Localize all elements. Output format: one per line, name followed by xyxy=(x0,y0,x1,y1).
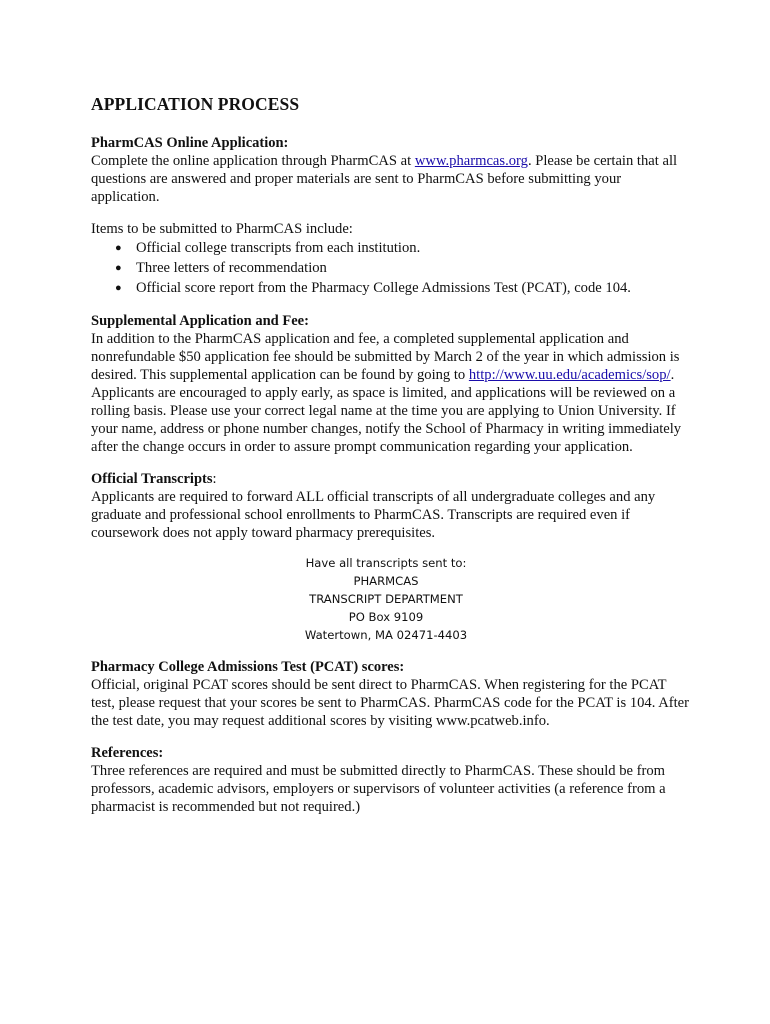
page-title: APPLICATION PROCESS xyxy=(91,94,300,114)
bullet-icon: ● xyxy=(115,242,122,254)
section-references xyxy=(91,744,691,816)
section-supplemental xyxy=(91,312,691,456)
supplemental-text-after: . Applicants are encouraged to apply early, as space is limited, and applications will be reviewed on a rolling basis. Please use your correct legal name at the time you are applying to Union University. If your name, address or phone number changes, notify the School of Pharmacy in writing immediately after the change occurs in order to assure prompt communication regarding your application. xyxy=(91,367,682,455)
address-line-4: PO Box 9109 xyxy=(348,610,424,624)
section-online-application xyxy=(91,134,691,206)
pharmcas-link[interactable]: www.pharmcas.org xyxy=(414,153,528,169)
online-application-text-before: Complete the online application through PharmCAS at xyxy=(91,153,415,169)
list-item-text: Official score report from the Pharmacy College Admissions Test (PCAT), code 104. xyxy=(136,280,631,296)
items-list xyxy=(91,238,691,298)
mailing-address xyxy=(91,554,681,644)
sop-link[interactable]: http://www.uu.edu/academics/sop/ xyxy=(468,367,671,383)
online-application-text-after: . Please be certain that all questions are answered and proper materials are sent to PharmCAS before submitting your application. xyxy=(91,153,678,205)
transcripts-heading xyxy=(91,470,691,488)
items-intro: Items to be submitted to PharmCAS include: xyxy=(91,221,353,237)
online-application-heading: PharmCAS Online Application: xyxy=(91,135,289,151)
section-pcat xyxy=(91,658,691,730)
supplemental-heading: Supplemental Application and Fee: xyxy=(91,313,309,329)
list-item-text: Three letters of recommendation xyxy=(136,260,327,276)
section-items xyxy=(91,220,691,298)
document-content xyxy=(91,92,691,830)
online-application-paragraph xyxy=(91,152,691,206)
supplemental-text-before: In addition to the PharmCAS application and fee, a completed supplemental application and nonrefundable $50 application fee should be submitted by March 2 of the year in which admission is desired. This supplemental application can be found by going to xyxy=(91,331,680,383)
bullet-icon: ● xyxy=(115,262,122,274)
list-item xyxy=(91,238,691,258)
pcat-heading: Pharmacy College Admissions Test (PCAT) scores: xyxy=(91,659,405,675)
transcripts-heading-text: Official Transcripts xyxy=(91,471,213,487)
address-line-2: PHARMCAS xyxy=(353,574,419,588)
list-item xyxy=(91,278,691,298)
transcripts-paragraph: Applicants are required to forward ALL official transcripts of all undergraduate colleges and any graduate and professional school enrollments to PharmCAS. Transcripts are required even if coursework does not apply toward pharmacy prerequisites. xyxy=(91,489,656,541)
pcat-paragraph: Official, original PCAT scores should be sent direct to PharmCAS. When registering for the PCAT test, please request that your scores be sent to PharmCAS. PharmCAS code for the PCAT is 104. After the test date, you may request additional scores by visiting www.pcatweb.info. xyxy=(91,677,689,729)
supplemental-paragraph xyxy=(91,330,691,456)
bullet-icon: ● xyxy=(115,282,122,294)
references-paragraph: Three references are required and must be submitted directly to PharmCAS. These should be from professors, academic advisors, employers or supervisors of volunteer activities (a reference from a pharmacist is recommended but not required.) xyxy=(91,763,666,815)
address-line-1: Have all transcripts sent to: xyxy=(305,556,467,570)
list-item-text: Official college transcripts from each institution. xyxy=(136,240,421,256)
list-item xyxy=(91,258,691,278)
address-line-3: TRANSCRIPT DEPARTMENT xyxy=(309,592,463,606)
address-line-5: Watertown, MA 02471-4403 xyxy=(304,628,468,642)
references-heading: References: xyxy=(91,745,164,761)
section-transcripts xyxy=(91,470,691,542)
transcripts-heading-colon: : xyxy=(212,471,217,487)
